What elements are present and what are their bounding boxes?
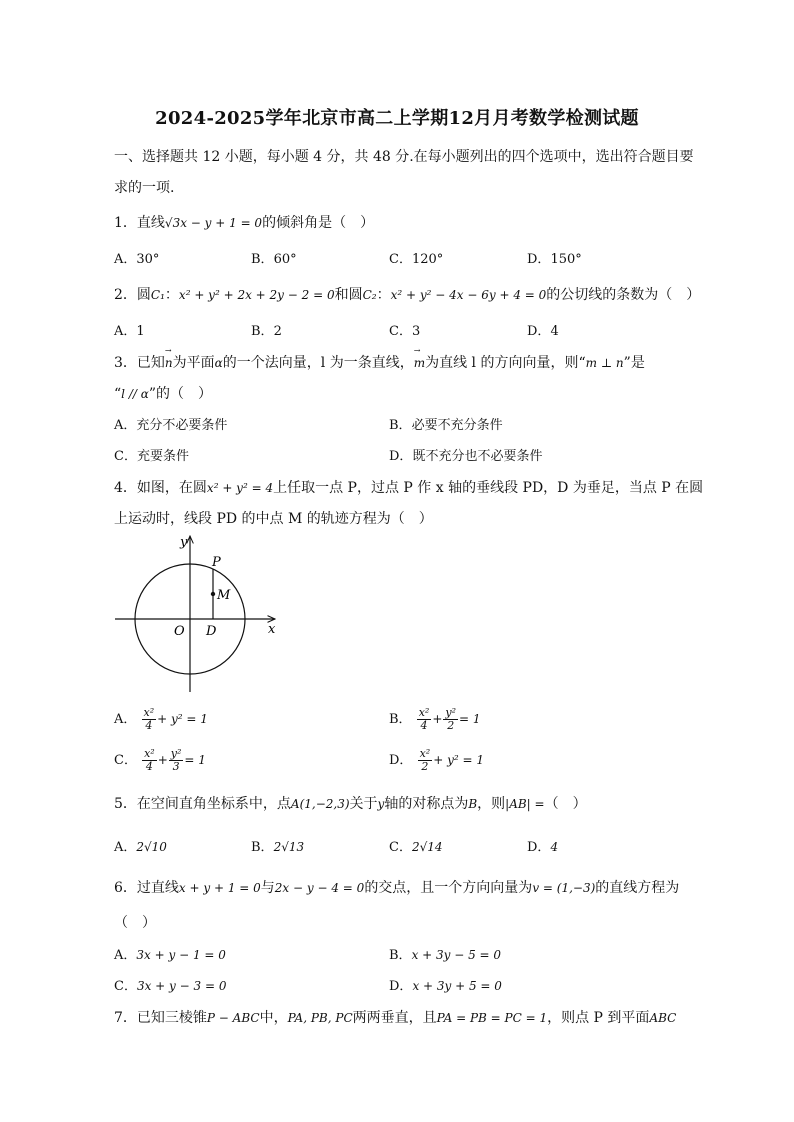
option-text: 2√14	[411, 840, 443, 854]
option-letter: B．	[251, 324, 274, 339]
q5-option-c	[389, 836, 443, 855]
option-text: 150°	[550, 252, 582, 267]
q6-direction-vector: v = (1,−3)	[532, 881, 596, 895]
q2-option-c	[389, 320, 420, 339]
option-text: 充要条件	[136, 449, 189, 464]
q6-option-b	[389, 944, 501, 963]
option-text: 既不充分也不必要条件	[412, 449, 543, 464]
option-letter: D．	[527, 840, 551, 855]
point-m	[211, 592, 215, 596]
q1-option-d	[527, 248, 582, 267]
q3-vector-m: → m	[414, 356, 425, 370]
question-4-stem-line1	[114, 477, 703, 497]
question-2-stem: 2．圆C₁：x² + y² + 2x + 2y − 2 = 0和圆C₂：x² + y² − 4x − 6y + 4 = 0的公切线的条数为（ ）	[114, 287, 701, 303]
q2-stem-pre: 2．圆	[114, 287, 151, 303]
option-letter: A．	[114, 712, 137, 727]
q6-text-a: 6．过直线	[114, 880, 179, 896]
denominator: 2	[421, 760, 429, 773]
option-letter: A．	[114, 840, 137, 855]
option-text: 4	[550, 840, 559, 854]
q3-option-b	[389, 414, 503, 433]
q5-option-a	[114, 836, 167, 855]
option-rest: + y² = 1	[157, 712, 208, 726]
option-text: 2√10	[136, 840, 167, 854]
q7-text-a: 7．已知三棱锥	[114, 1010, 207, 1026]
option-rest: + y² = 1	[433, 753, 484, 767]
option-letter: D．	[389, 449, 413, 464]
option-text: 120°	[411, 252, 444, 267]
option-letter: A．	[114, 252, 137, 267]
q5-y: y	[377, 797, 385, 811]
question-5-stem	[114, 793, 587, 813]
q7-plane-abc: ABC	[649, 1011, 677, 1025]
denominator: 4	[420, 719, 428, 732]
fraction	[142, 748, 157, 773]
option-text: 充分不必要条件	[136, 418, 228, 433]
option-letter: B．	[251, 252, 274, 267]
option-letter: C．	[114, 449, 137, 464]
point-p-label: P	[212, 555, 221, 570]
option-letter: D．	[527, 324, 551, 339]
option-letter: B．	[389, 712, 412, 727]
x-axis-label: x	[268, 622, 276, 637]
q3-text-e: ”是	[623, 355, 645, 371]
q4-text-b: 上任取一点 P，过点 P 作 x 轴的垂线段 PD，D 为垂足，当点 P 在圆	[273, 480, 704, 496]
q1-stem-post: 的倾斜角是（ ）	[262, 215, 375, 231]
q7-equal-lengths: PA = PB = PC = 1	[436, 1011, 548, 1025]
q6-option-c	[114, 975, 226, 994]
question-4-stem-line2: 上运动时，线段 PD 的中点 M 的轨迹方程为（ ）	[114, 511, 433, 527]
fraction	[418, 748, 433, 773]
q3-plane-alpha: α	[214, 356, 223, 370]
question-7-stem	[114, 1007, 676, 1027]
option-letter: A．	[114, 418, 137, 433]
q4-circle-equation: x² + y² = 4	[206, 481, 274, 495]
q3-option-d	[389, 445, 542, 464]
q7-edges: PA, PB, PC	[287, 1011, 353, 1025]
point-m-label: M	[217, 588, 231, 603]
q2-circle-c2: C₂	[362, 288, 377, 302]
option-text: 3	[411, 324, 421, 339]
q5-option-b	[251, 836, 304, 855]
option-text: 2	[273, 324, 282, 339]
option-text: 30°	[136, 252, 160, 267]
q6-text-d: 的直线方程为	[595, 880, 680, 896]
q5-point-a: A(1,−2,3)	[290, 797, 350, 811]
fraction	[142, 707, 157, 732]
q2-eq1: x² + y² + 2x + 2y − 2 = 0	[178, 288, 335, 302]
numerator: y²	[445, 706, 457, 719]
option-letter: C．	[389, 840, 412, 855]
question-6-stem-line2: （ ）	[114, 915, 156, 931]
option-letter: B．	[251, 840, 274, 855]
option-letter: C．	[389, 252, 412, 267]
q2-option-a	[114, 320, 145, 339]
q1-option-c	[389, 248, 443, 267]
q2-option-b	[251, 320, 282, 339]
q5-point-b: B	[468, 797, 478, 811]
q3-text-f: ”的（ ）	[148, 386, 212, 402]
y-axis-label: y	[180, 535, 188, 550]
q3-option-a	[114, 414, 227, 433]
option-rest: = 1	[184, 753, 206, 767]
q4-figure-circle-diagram	[110, 530, 290, 700]
q4-option-c: C． $\frac{\text{x²}}{4}$ + $\frac{\text{y²}}{3}$ = 1	[114, 747, 206, 773]
q3-text-b: 为平面	[172, 355, 215, 371]
q7-text-b: 中，	[259, 1010, 288, 1026]
denominator: 4	[145, 760, 153, 773]
q1-option-b	[251, 248, 297, 267]
q3-l-parallel-alpha: l // α	[121, 387, 149, 401]
option-letter: D．	[527, 252, 551, 267]
denominator: 4	[145, 719, 153, 732]
q4-option-d	[389, 748, 484, 773]
numerator: x²	[418, 706, 430, 719]
option-text: x + 3y − 5 = 0	[411, 948, 502, 962]
option-text: 2√13	[273, 840, 305, 854]
q6-option-a	[114, 944, 226, 963]
q3-m-perp-n: m ⊥ n	[585, 356, 624, 370]
q2-mid: 和圆	[334, 287, 363, 303]
q3-vector-n: → n	[165, 356, 173, 370]
option-text: 3x + y − 3 = 0	[136, 979, 227, 993]
q6-option-d	[389, 975, 502, 994]
q3-text-a: 3．已知	[114, 355, 165, 371]
section-instructions-line2: 求的一项.	[114, 180, 175, 196]
option-text: 1	[136, 324, 145, 339]
option-rest: = 1	[459, 712, 481, 726]
q5-text-c: 轴的对称点为	[384, 796, 469, 812]
circle-coordinate-diagram	[110, 530, 290, 700]
origin-label: O	[174, 624, 185, 639]
q3-text-c: 的一个法向量，l 为一条直线，	[222, 355, 414, 371]
option-letter: C．	[114, 979, 137, 994]
q5-text-b: 关于	[349, 796, 378, 812]
q7-text-d: ，则点 P 到平面	[547, 1010, 650, 1026]
numerator: x²	[419, 747, 431, 760]
denominator: 3	[172, 760, 180, 773]
q6-text-b: 与	[260, 880, 275, 896]
option-text: 必要不充分条件	[411, 418, 503, 433]
q5-text-e: （ ）	[544, 796, 587, 812]
question-6-stem-line1	[114, 877, 679, 897]
numerator: y²	[170, 747, 182, 760]
question-3-stem-line1	[114, 352, 645, 372]
option-text: 3x + y − 1 = 0	[136, 948, 226, 962]
denominator: 2	[447, 719, 455, 732]
q5-text-a: 5．在空间直角坐标系中，点	[114, 796, 291, 812]
numerator: x²	[143, 706, 155, 719]
option-letter: D．	[389, 753, 413, 768]
q5-option-d	[527, 836, 558, 855]
option-letter: C．	[114, 753, 137, 768]
fraction	[443, 707, 458, 732]
q7-text-c: 两两垂直，且	[352, 1010, 437, 1026]
q6-eq1: x + y + 1 = 0	[178, 881, 261, 895]
q6-text-c: 的交点，且一个方向向量为	[364, 880, 533, 896]
option-letter: A．	[114, 948, 137, 963]
question-3-stem-line2	[114, 383, 212, 403]
section-instructions-line1: 一、选择题共 12 小题，每小题 4 分，共 48 分.在每小题列出的四个选项中，选出符合题目要	[114, 149, 694, 165]
q4-option-a	[114, 707, 208, 732]
option-letter: D．	[389, 979, 413, 994]
option-letter: A．	[114, 324, 137, 339]
q1-stem-pre: 1．直线	[114, 215, 165, 231]
q1-math: √3x − y + 1 = 0	[164, 216, 263, 230]
q2-option-d	[527, 320, 559, 339]
q5-text-d: ，则	[477, 796, 506, 812]
q2-stem-post: 的公切线的条数为（ ）	[546, 287, 701, 303]
fraction	[169, 748, 184, 773]
q2-circle-c1: C₁	[150, 288, 165, 302]
option-text: 4	[550, 324, 559, 339]
option-text: 60°	[273, 252, 297, 267]
question-1-stem	[114, 212, 374, 232]
q3-option-c	[114, 445, 189, 464]
q2-eq2: x² + y² − 4x − 6y + 4 = 0	[390, 288, 547, 302]
q4-text-a: 4．如图，在圆	[114, 480, 207, 496]
option-letter: B．	[389, 418, 412, 433]
q6-eq2: 2x − y − 4 = 0	[274, 881, 365, 895]
page-title: 2024-2025学年北京市高二上学期12月月考数学检测试题	[155, 108, 639, 129]
q2-colon: ：	[164, 287, 179, 303]
q1-option-a	[114, 248, 159, 267]
point-d-label: D	[206, 624, 217, 639]
q3-quote-open: “	[114, 386, 122, 402]
option-text: x + 3y + 5 = 0	[412, 979, 502, 993]
q7-pyramid: P − ABC	[206, 1011, 260, 1025]
numerator: x²	[144, 747, 155, 760]
fraction	[417, 707, 432, 732]
option-letter: C．	[389, 324, 412, 339]
q4-option-b: B． $\frac{\text{x²}}{4}$ + $\frac{\text{y²}}{2}$ = 1	[389, 706, 481, 732]
option-letter: B．	[389, 948, 412, 963]
q5-distance-ab: |AB| =	[505, 797, 545, 811]
q3-text-d: 为直线 l 的方向向量，则“	[425, 355, 586, 371]
